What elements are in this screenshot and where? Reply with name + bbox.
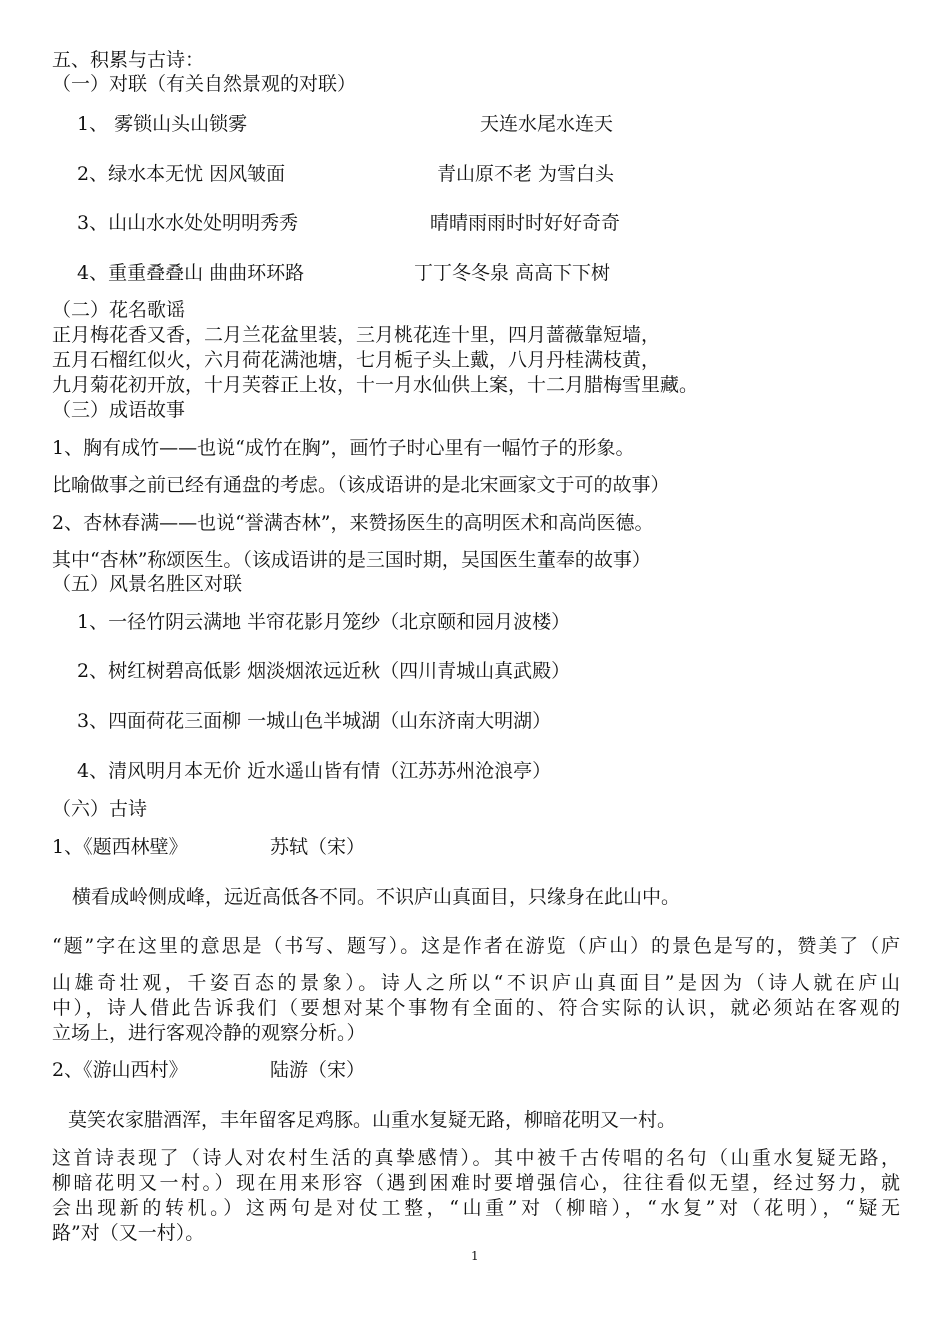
scenic-couplet: 1、一径竹阴云满地 半帘花影月笼纱（北京颐和园月波楼） — [77, 611, 571, 633]
couplet-right: 青山原不老 为雪白头 — [437, 163, 615, 185]
couplets-title: （一）对联（有关自然景观的对联） — [52, 73, 357, 95]
poem2-note: 路”对（又一村）。 — [52, 1222, 205, 1244]
couplet-right: 丁丁冬冬泉 高高下下树 — [414, 262, 611, 284]
flower-line: 五月石榴红似火，六月荷花满池塘，七月栀子头上戴，八月丹桂满枝黄， — [52, 349, 661, 371]
poem1-note: 山雄奇壮观，千姿百态的景象）。诗人之所以“不识庐山真面目”是因为（诗人就在庐山 — [52, 972, 900, 994]
idiom-line: 1、胸有成竹——也说“成竹在胸”，画竹子时心里有一幅竹子的形象。 — [52, 437, 635, 459]
poem2-note: 这首诗表现了（诗人对农村生活的真挚感情）。其中被千古传唱的名句（山重水复疑无路， — [52, 1147, 900, 1169]
idiom-title: （三）成语故事 — [52, 399, 186, 421]
poem1-note: 中），诗人借此告诉我们（要想对某个事物有全面的、符合实际的认识，就必须站在客观的 — [52, 997, 900, 1019]
poem2-note: 会出现新的转机。）这两句是对仗工整，“山重”对（柳暗），“水复”对（花明），“疑无 — [52, 1197, 900, 1219]
scenic-couplet: 4、清风明月本无价 近水遥山皆有情（江苏苏州沧浪亭） — [77, 760, 552, 782]
poem1-text: 横看成岭侧成峰，远近高低各不同。不识庐山真面目，只缘身在此山中。 — [72, 886, 681, 908]
page-number: 1 — [471, 1249, 479, 1263]
flower-line: 九月菊花初开放，十月芙蓉正上妆，十一月水仙供上案，十二月腊梅雪里藏。 — [52, 374, 699, 396]
poem1-note: 立场上，进行客观冷静的观察分析。） — [52, 1022, 366, 1044]
scenic-couplet: 3、四面荷花三面柳 一城山色半城湖（山东济南大明湖） — [77, 710, 552, 732]
couplet-right: 天连水尾水连天 — [480, 113, 614, 135]
flower-title: （二）花名歌谣 — [52, 299, 186, 321]
idiom-line: 其中“杏林”称颂医生。（该成语讲的是三国时期，吴国医生董奉的故事） — [52, 549, 651, 571]
section-heading: 五、积累与古诗： — [52, 49, 205, 71]
couplet-left: 1、 雾锁山头山锁雾 — [77, 113, 248, 135]
poem1-poet: 苏轼（宋） — [270, 836, 366, 858]
couplet-left: 3、山山水水处处明明秀秀 — [77, 212, 299, 234]
poem2-poet: 陆游（宋） — [270, 1059, 366, 1081]
couplet-left: 2、绿水本无忧 因风皱面 — [77, 163, 286, 185]
couplet-left: 4、重重叠叠山 曲曲环环路 — [77, 262, 305, 284]
scenic-couplet: 2、树红树碧高低影 烟淡烟浓远近秋（四川青城山真武殿） — [77, 660, 571, 682]
poem-title: （六）古诗 — [52, 798, 148, 820]
scenic-title: （五）风景名胜区对联 — [52, 573, 243, 595]
poem2-note: 柳暗花明又一村。）现在用来形容（遇到困难时要增强信心，往往看似无望，经过努力，就 — [52, 1172, 900, 1194]
poem2-text: 莫笑农家腊酒浑，丰年留客足鸡豚。山重水复疑无路，柳暗花明又一村。 — [68, 1109, 677, 1131]
idiom-line: 比喻做事之前已经有通盘的考虑。（该成语讲的是北宋画家文于可的故事） — [52, 474, 670, 496]
flower-line: 正月梅花香又香，二月兰花盆里装，三月桃花连十里，四月蔷薇靠短墙， — [52, 324, 661, 346]
poem2-title: 2、《游山西村》 — [52, 1059, 188, 1081]
poem1-note: “题”字在这里的意思是（书写、题写）。这是作者在游览（庐山）的景色是写的，赞美了（庐 — [52, 935, 900, 957]
poem1-title: 1、《题西林壁》 — [52, 836, 188, 858]
idiom-line: 2、杏林春满——也说“誉满杏林”，来赞扬医生的高明医术和高尚医德。 — [52, 512, 654, 534]
couplet-right: 晴晴雨雨时时好好奇奇 — [430, 212, 621, 234]
